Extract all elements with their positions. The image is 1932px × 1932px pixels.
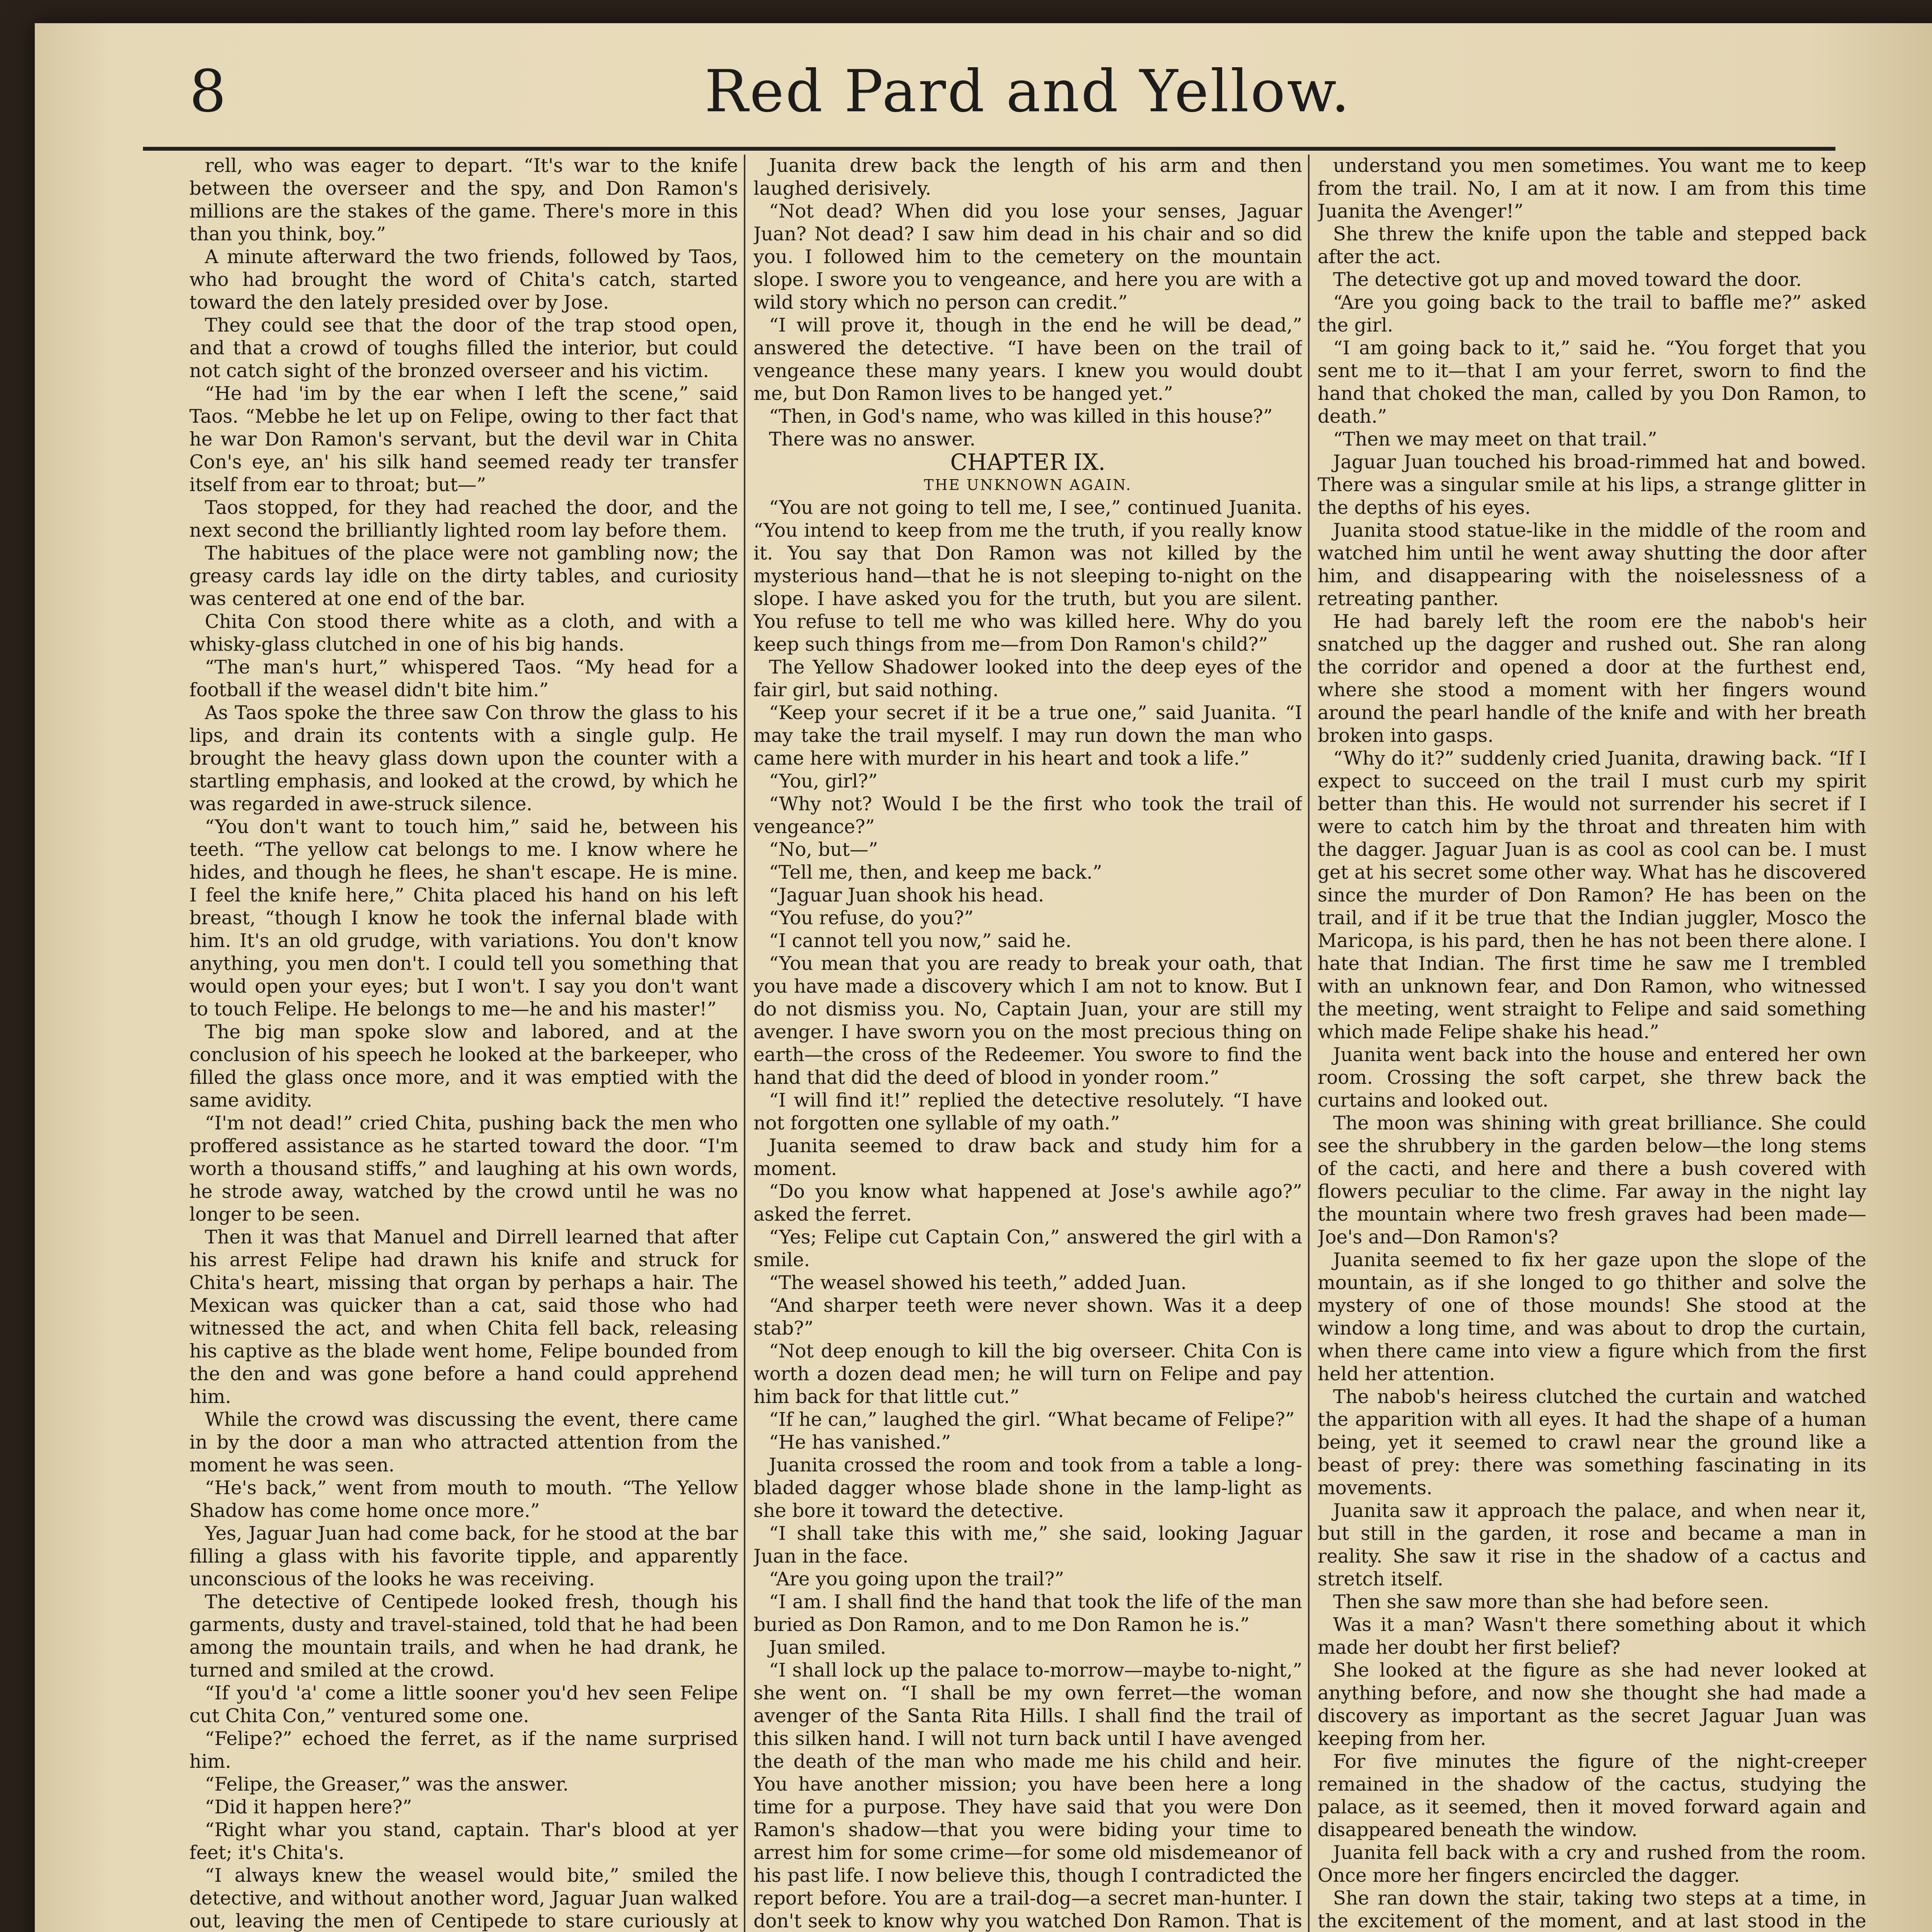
- paragraph: “Why do it?” suddenly cried Juanita, drawing back. “If I expect to succeed on the trail I must curb my spirit better than this. He would not surrender his secret if I were to catch him by the throat and threaten him with the dagger. Jaguar Juan is as cool as cool can be. I must get at his secret some other way. What has he discovered since the murder of Don Ramon? He has been on the trail, and if it be true that the Indian juggler, Mosco the Maricopa, is his pard, then he has not been there alone. I hate that Indian. The first time he saw me I trembled with an unknown fear, and Don Ramon, who witnessed the meeting, went straight to Felipe and said something which made Felipe shake his head.”: [1318, 748, 1866, 1043]
- paragraph: A minute afterward the two friends, followed by Taos, who had brought the word of Chita's catch, started toward the den lately presided over by Jose.: [189, 246, 738, 313]
- paragraph: Jaguar Juan touched his broad-rimmed hat and bowed. There was a singular smile at his lips, a strange glitter in the depths of his eyes.: [1318, 451, 1866, 519]
- chapter-subheading: THE UNKNOWN AGAIN.: [924, 476, 1132, 493]
- paragraph: “And sharper teeth were never shown. Was it a deep stab?”: [753, 1295, 1302, 1339]
- paragraph: “Right whar you stand, captain. Thar's blood at yer feet; it's Chita's.: [189, 1819, 738, 1864]
- paragraph: She ran down the stair, taking two steps at a time, in the excitement of the moment, and at last stood in the: [1318, 1888, 1866, 1932]
- paragraph: Juanita drew back the length of his arm and then laughed derisively.: [753, 155, 1302, 199]
- text-column-3: [1318, 155, 1866, 1932]
- paragraph: “I will prove it, though in the end he will be dead,” answered the detective. “I have been on the trail of vengeance these many years. I knew you would doubt me, but Don Ramon lives to be hanged yet.”: [753, 315, 1302, 405]
- column-2-top: [753, 155, 1302, 451]
- paragraph: The moon was shining with great brilliance. She could see the shrubbery in the garden below—the long stems of the cacti, and here and there a bush covered with flowers peculiar to the clime. Far away in the night lay the mountain where two fresh graves had been made—Joe's and—Don Ramon's?: [1318, 1112, 1866, 1248]
- paragraph: “You refuse, do you?”: [769, 907, 974, 929]
- paragraph: “Why not? Would I be the first who took the trail of vengeance?”: [753, 793, 1302, 838]
- paragraph: “No, but—”: [769, 839, 878, 861]
- paragraph: Juanita seemed to fix her gaze upon the slope of the mountain, as if she longed to go thither and solve the mystery of one of those mounds! She stood at the window a long time, and was about to drop the curtain, when there came into view a figure which from the first held her attention.: [1318, 1249, 1866, 1385]
- paragraph: “Not dead? When did you lose your senses, Jaguar Juan? Not dead? I saw him dead in his chair and so did you. I followed him to the cemetery on the mountain slope. I swore you to vengeance, and here you are with a wild story which no person can credit.”: [753, 201, 1302, 313]
- paragraph: The Yellow Shadower looked into the deep eyes of the fair girl, but said nothing.: [753, 656, 1302, 701]
- paragraph: “The man's hurt,” whispered Taos. “My head for a football if the weasel didn't bite him.”: [189, 656, 738, 701]
- paragraph: “If he can,” laughed the girl. “What became of Felipe?”: [769, 1409, 1295, 1430]
- column-divider: [1308, 155, 1310, 1932]
- paragraph: “Are you going back to the trail to baffle me?” asked the girl.: [1318, 292, 1866, 336]
- paragraph: “If you'd 'a' come a little sooner you'd hev seen Felipe cut Chita Con,” ventured some one.: [189, 1682, 738, 1727]
- paragraph: “I am. I shall find the hand that took the life of the man buried as Don Ramon, and to me Don Ramon he is.”: [753, 1591, 1302, 1636]
- column-2-body: [753, 497, 1302, 1932]
- paragraph: Yes, Jaguar Juan had come back, for he stood at the bar filling a glass with his favorite tipple, and apparently unconscious of the looks he was receiving.: [189, 1523, 738, 1590]
- paragraph: “Tell me, then, and keep me back.”: [769, 862, 1102, 883]
- paragraph: She threw the knife upon the table and stepped back after the act.: [1318, 223, 1866, 268]
- paragraph: “He has vanished.”: [769, 1432, 951, 1453]
- text-column-2: [753, 155, 1302, 1932]
- paragraph: As Taos spoke the three saw Con throw the glass to his lips, and drain its contents with a single gulp. He brought the heavy glass down upon the counter with a startling emphasis, and looked at the crowd, by which he was regarded in awe-struck silence.: [189, 702, 738, 815]
- paragraph: “I will find it!” replied the detective resolutely. “I have not forgotten one syllable of my oath.”: [753, 1090, 1302, 1134]
- paragraph: “Then, in God's name, who was killed in this house?”: [769, 406, 1273, 427]
- paragraph: Chita Con stood there white as a cloth, and with a whisky-glass clutched in one of his big hands.: [189, 611, 738, 655]
- paragraph: There was no answer.: [769, 429, 976, 450]
- paragraph: Then it was that Manuel and Dirrell learned that after his arrest Felipe had drawn his knife and struck for Chita's heart, missing that organ by perhaps a hair. The Mexican was quicker than a cat, said those who had witnessed the act, and when Chita fell back, releasing his captive as the blade went home, Felipe bounded from the den and was gone before a hand could apprehend him.: [189, 1226, 738, 1408]
- paragraph: Juanita saw it approach the palace, and when near it, but still in the garden, it rose and became a man in reality. She saw it rise in the shadow of a cactus and stretch itself.: [1318, 1500, 1866, 1590]
- paragraph: “You are not going to tell me, I see,” continued Juanita. “You intend to keep from me the truth, if you really know it. You say that Don Ramon was not killed by the mysterious hand—that he is not sleeping to-night on the slope. I have asked you for the truth, but you are silent. You refuse to tell me who was killed here. Why do you keep such things from me—from Don Ramon's child?”: [753, 497, 1302, 655]
- paragraph: “Then we may meet on that trail.”: [1333, 429, 1657, 450]
- paragraph: The habitues of the place were not gambling now; the greasy cards lay idle on the dirty tables, and curiosity was centered at one end of the bar.: [189, 543, 738, 610]
- paragraph: “I am going back to it,” said he. “You forget that you sent me to it—that I am your ferret, sworn to find the hand that choked the man, called by you Don Ramon, to death.”: [1318, 337, 1866, 427]
- paragraph: “I shall take this with me,” she said, looking Jaguar Juan in the face.: [753, 1523, 1302, 1567]
- page-number: 8: [189, 58, 226, 125]
- paragraph: “Are you going upon the trail?”: [769, 1568, 1064, 1590]
- paragraph: “I cannot tell you now,” said he.: [769, 930, 1071, 952]
- paragraph: While the crowd was discussing the event, there came in by the door a man who attracted attention from the moment he was seen.: [189, 1409, 738, 1476]
- paragraph: Was it a man? Wasn't there something about it which made her doubt her first belief?: [1318, 1614, 1866, 1658]
- paragraph: “Keep your secret if it be a true one,” said Juanita. “I may take the trail myself. I may run down the man who came here with murder in his heart and took a life.”: [753, 702, 1302, 769]
- paragraph: For five minutes the figure of the night-creeper remained in the shadow of the cactus, studying the palace, as it seemed, then it moved forward again and disappeared beneath the window.: [1318, 1751, 1866, 1841]
- paragraph: “Felipe?” echoed the ferret, as if the name surprised him.: [189, 1728, 738, 1772]
- paragraph: Juanita stood statue-like in the middle of the room and watched him until he went away shutting the door after him, and disappearing with the noiselessness of a retreating panther.: [1318, 520, 1866, 610]
- paragraph: “Yes; Felipe cut Captain Con,” answered the girl with a smile.: [753, 1226, 1302, 1271]
- paragraph: “He's back,” went from mouth to mouth. “The Yellow Shadow has come home once more.”: [189, 1477, 738, 1522]
- page-header: [143, 54, 1835, 151]
- paragraph: “You, girl?”: [769, 770, 878, 792]
- paragraph: They could see that the door of the trap stood open, and that a crowd of toughs filled the interior, but could not catch sight of the bronzed overseer and his victim.: [189, 315, 738, 382]
- paragraph: Juanita fell back with a cry and rushed from the room. Once more her fingers encircled the dagger.: [1318, 1842, 1866, 1886]
- paragraph: The nabob's heiress clutched the curtain and watched the apparition with all eyes. It had the shape of a human being, yet it seemed to crawl near the ground like a beast of prey: there was something fascinating in its movements.: [1318, 1386, 1866, 1499]
- paragraph: The big man spoke slow and labored, and at the conclusion of his speech he looked at the barkeeper, who filled the glass once more, and it was emptied with the same avidity.: [189, 1021, 738, 1111]
- paragraph: Juan smiled.: [769, 1637, 886, 1658]
- paragraph: Juanita crossed the room and took from a table a long-bladed dagger whose blade shone in the lamp-light as she bore it toward the detective.: [753, 1454, 1302, 1522]
- paragraph: She looked at the figure as she had never looked at anything before, and now she thought she had made a discovery as important as the secret Jaguar Juan was keeping from her.: [1318, 1660, 1866, 1750]
- paragraph: “Felipe, the Greaser,” was the answer.: [205, 1774, 569, 1795]
- paragraph: “Did it happen here?”: [205, 1796, 412, 1818]
- text-column-1: [189, 155, 738, 1932]
- paragraph: The detective got up and moved toward the door.: [1333, 269, 1802, 291]
- paragraph: “The weasel showed his teeth,” added Juan.: [769, 1272, 1187, 1294]
- paragraph: Juanita seemed to draw back and study him for a moment.: [753, 1135, 1302, 1180]
- chapter-heading: CHAPTER IX.: [950, 449, 1105, 475]
- column-divider: [744, 155, 745, 1932]
- paragraph: “Not deep enough to kill the big overseer. Chita Con is worth a dozen dead men; he will turn on Felipe and pay him back for that little cut.”: [753, 1340, 1302, 1408]
- paragraph: “You mean that you are ready to break your oath, that you have made a discovery which I am not to know. But I do not dismiss you. No, Captain Juan, your are still my avenger. I have sworn you on the most precious thing on earth—the cross of the Redeemer. You swore to find the hand that did the deed of blood in yonder room.”: [753, 953, 1302, 1088]
- paragraph: He had barely left the room ere the nabob's heir snatched up the dagger and rushed out. She ran along the corridor and opened a door at the furthest end, where she stood a moment with her fingers wound around the pearl handle of the knife and with her breath broken into gasps.: [1318, 611, 1866, 747]
- paragraph: Then she saw more than she had before seen.: [1333, 1591, 1769, 1613]
- paragraph: “I'm not dead!” cried Chita, pushing back the men who proffered assistance as he started toward the door. “I'm worth a thousand stiffs,” and laughing at his own words, he strode away, watched by the crowd until he was no longer to be seen.: [189, 1112, 738, 1225]
- paragraph: “You don't want to touch him,” said he, between his teeth. “The yellow cat belongs to me. I know where he hides, and though he flees, he shan't escape. He is mine. I feel the knife here,” Chita placed his hand on his left breast, “though I know he took the infernal blade with him. It's an old grudge, with variations. You don't know anything, you men don't. I could tell you something that would open your eyes; but I won't. I say you don't want to touch Felipe. He belongs to me—he and his master!”: [189, 816, 738, 1020]
- paragraph: The detective of Centipede looked fresh, though his garments, dusty and travel-stained, told that he had been among the mountain trails, and when he had drank, he turned and smiled at the crowd.: [189, 1591, 738, 1681]
- paragraph: rell, who was eager to depart. “It's war to the knife between the overseer and the spy, and Don Ramon's millions are the stakes of the game. There's more in this than you think, boy.”: [189, 155, 738, 245]
- paragraph: “I shall lock up the palace to-morrow—maybe to-night,” she went on. “I shall be my own ferret—the woman avenger of the Santa Rita Hills. I shall find the trail of this silken hand. I will not turn back until I have avenged the death of the man who made me his child and heir. You have another mission; you have been here a long time for a purpose. They have said that you were Don Ramon's shadow—that you were biding your time to arrest him for some crime—for some old misdemeanor of his past life. I now believe this, though I contradicted the report before. You are a trail-dog—a secret man-hunter. I don't seek to know why you watched Don Ramon. That is: [753, 1660, 1302, 1932]
- paragraph: “I always knew the weasel would bite,” smiled the detective, and without another word, Jaguar Juan walked out, leaving the men of Centipede to stare curiously at: [189, 1865, 738, 1932]
- paragraph: “Jaguar Juan shook his head.: [769, 884, 1044, 906]
- paragraph: Taos stopped, for they had reached the door, and the next second the brilliantly lighted room lay before them.: [189, 497, 738, 541]
- masthead-title: Red Pard and Yellow.: [704, 58, 1351, 125]
- paragraph: Juanita went back into the house and entered her own room. Crossing the soft carpet, she threw back the curtains and looked out.: [1318, 1044, 1866, 1111]
- paragraph: understand you men sometimes. You want me to keep from the trail. No, I am at it now. I am from this time Juanita the Avenger!”: [1318, 155, 1866, 222]
- paragraph: “He had 'im by the ear when I left the scene,” said Taos. “Mebbe he let up on Felipe, owing to ther fact that he war Don Ramon's servant, but the devil war in Chita Con's eye, an' his silk hand seemed ready ter transfer itself from ear to throat; but—”: [189, 383, 738, 496]
- paragraph: “Do you know what happened at Jose's awhile ago?” asked the ferret.: [753, 1181, 1302, 1225]
